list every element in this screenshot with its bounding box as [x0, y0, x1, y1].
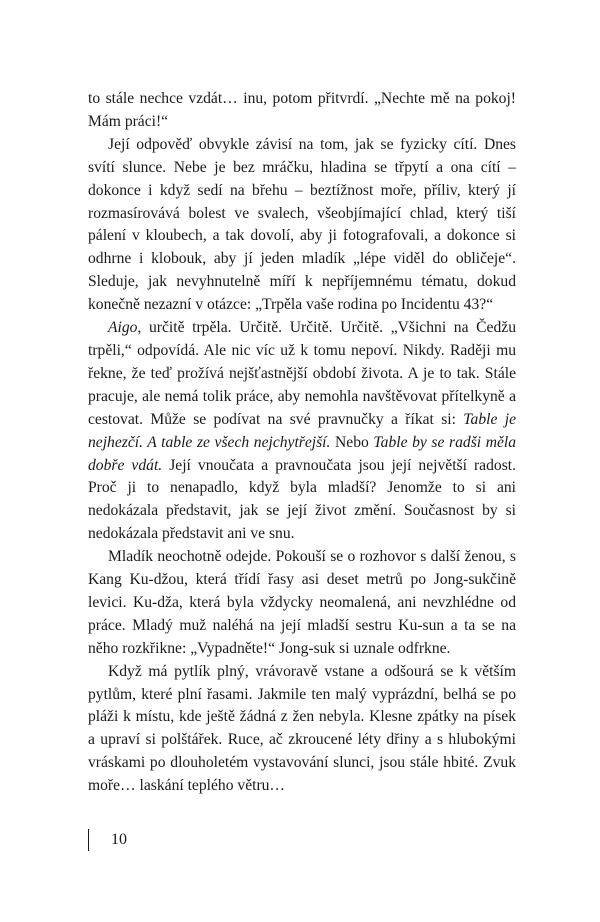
paragraph [88, 546, 516, 661]
page-body [88, 88, 516, 798]
paragraph [88, 134, 516, 317]
text-run: Nebo [330, 433, 374, 451]
italic-text: Table je nejhezčí. A table ze všech nejchytřejší. [88, 410, 516, 451]
paragraph [88, 661, 516, 798]
text-run: Její vnoučata a pravnoučata jsou její největší radost. Proč ji to nenapadlo, když byla mladší? Jenomže to si ani nedokázala představit, jak se její život změní. Současnost by si nedokázala představit ani ve snu. [88, 456, 516, 543]
text-run: , určitě trpěla. Určitě. Určitě. Určitě. „Všichni na Čedžu trpěli,“ odpovídá. Ale nic víc už k tomu nepoví. Nikdy. Raději mu řekne, že teď prožívá nejšťastnější období života. A je to tak. Stále pracuje, ale nemá tolik práce, aby nemohla navštěvovat přítelkyně a cestovat. Může se podívat na své pravnučky a říkat si: [88, 319, 516, 428]
paragraph [88, 88, 516, 134]
text-run: to stále nechce vzdát… inu, potom přitvrdí. „Nechte mě na pokoj! Mám práci!“ [88, 90, 516, 130]
italic-text: Table by se radši měla dobře vdát. [88, 433, 517, 474]
footer-rule [88, 829, 89, 851]
italic-text: Aigo [108, 319, 138, 337]
text-run: Její odpověď obvykle závisí na tom, jak se fyzicky cítí. Dnes svítí slunce. Nebe je bez mráčku, hladina se třpytí a ona cítí – dokonce i když sedí na břehu – beztížnost moře, příliv, který jí rozmasírovává bolest ve svalech, všeobjímající chlad, který tiší pálení v kloubech, a tak dovolí, aby ji fotografovali, a dokonce si odhrne i klobouk, aby jí jeden mladík „lépe viděl do obličeje“. Sleduje, jak nevyhnutelně míří k nepříjemnému tématu, dokud konečně nezazní v otázce: „Trpěla vaše rodina po Incidentu 43?“ [88, 135, 516, 314]
text-run: Když má pytlík plný, vrávoravě vstane a odšourá se k větším pytlům, které plní řasami. Jakmile ten malý vyprázdní, belhá se po pláži k místu, kde ještě žádná z žen nebyla. Klesne zpátky na písek a upraví si polštářek. Ruce, ač zkroucené léty dřiny a s hlubokými vráskami po dlouholetém vystavování slunci, jsou stále hbité. Zvuk moře… laskání teplého větru… [88, 662, 516, 795]
text-run: Mladík neochotně odejde. Pokouší se o rozhovor s další ženou, s Kang Ku-džou, která třídí řasy asi deset metrů po Jong-sukčině levici. Ku-dža, která byla vždycky neomalená, ani nevzhlédne od práce. Mladý muž naléhá na její mladší sestru Ku-sun a ta se na něho rozkřikne: „Vypadněte!“ Jong-suk si uznale odfrkne. [88, 548, 516, 657]
paragraph [88, 317, 516, 546]
page-number: 10 [111, 831, 127, 848]
page-footer [88, 828, 127, 852]
